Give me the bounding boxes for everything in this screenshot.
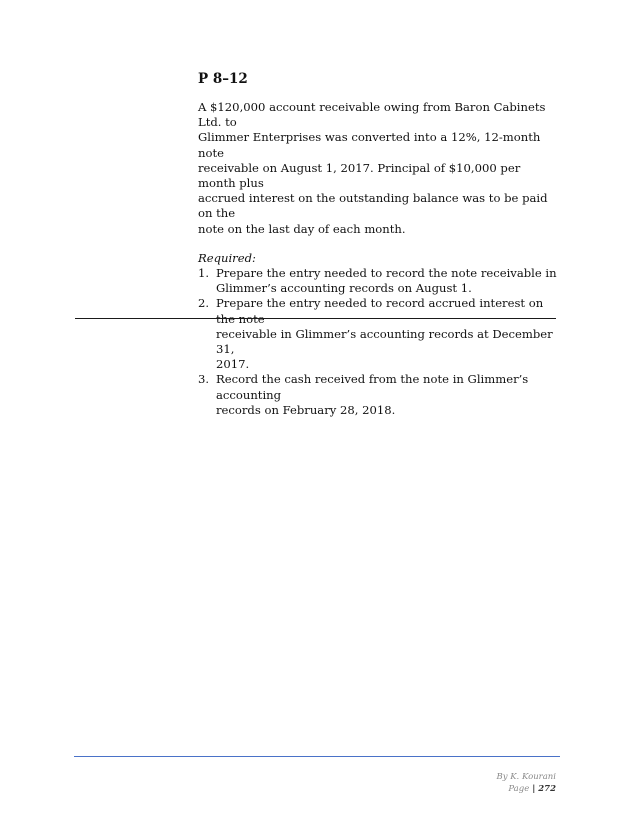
required-item-line: Prepare the entry needed to record accrued interest on the note [216, 296, 544, 326]
required-item-text [216, 266, 558, 296]
problem-statement-line: A $120,000 account receivable owing from Baron Cabinets Ltd. to [198, 100, 546, 130]
required-item-line: receivable in Glimmer’s accounting records at December 31, [216, 326, 553, 357]
footer-author: By K. Kourani [496, 772, 556, 782]
footer-page [496, 783, 556, 795]
required-item-number: 3. [198, 372, 210, 387]
footer-page-number: 272 [538, 784, 556, 794]
footer-rule [74, 756, 560, 757]
required-item-number: 1. [198, 266, 210, 281]
required-heading: Required: [198, 250, 256, 265]
required-item-line: 2017. [216, 357, 250, 372]
section-divider [75, 318, 556, 319]
required-item-text [216, 296, 558, 372]
footer-page-separator: | [529, 784, 539, 794]
required-list [198, 266, 558, 418]
required-item-line: Glimmer’s accounting records on August 1. [216, 281, 472, 296]
required-item-1 [198, 266, 558, 296]
problem-statement-line: Glimmer Enterprises was converted into a 12%, 12-month note [198, 130, 541, 160]
required-item-number: 2. [198, 296, 210, 311]
required-item-line: Record the cash received from the note in Glimmer’s accounting [216, 372, 529, 402]
problem-statement [198, 100, 558, 237]
problem-section [198, 70, 558, 418]
problem-statement-line: note on the last day of each month. [198, 221, 406, 236]
required-item-3 [198, 372, 558, 418]
required-item-text [216, 372, 558, 418]
problem-title: P 8–12 [198, 71, 248, 87]
footer-page-label: Page [508, 784, 530, 794]
problem-statement-line: accrued interest on the outstanding balance was to be paid on the [198, 191, 548, 221]
required-item-2 [198, 296, 558, 372]
problem-statement-line: receivable on August 1, 2017. Principal of $10,000 per month plus [198, 160, 521, 191]
required-item-line: records on February 28, 2018. [216, 402, 396, 417]
page-footer [496, 771, 556, 795]
required-item-line: Prepare the entry needed to record the note receivable in [216, 266, 557, 281]
